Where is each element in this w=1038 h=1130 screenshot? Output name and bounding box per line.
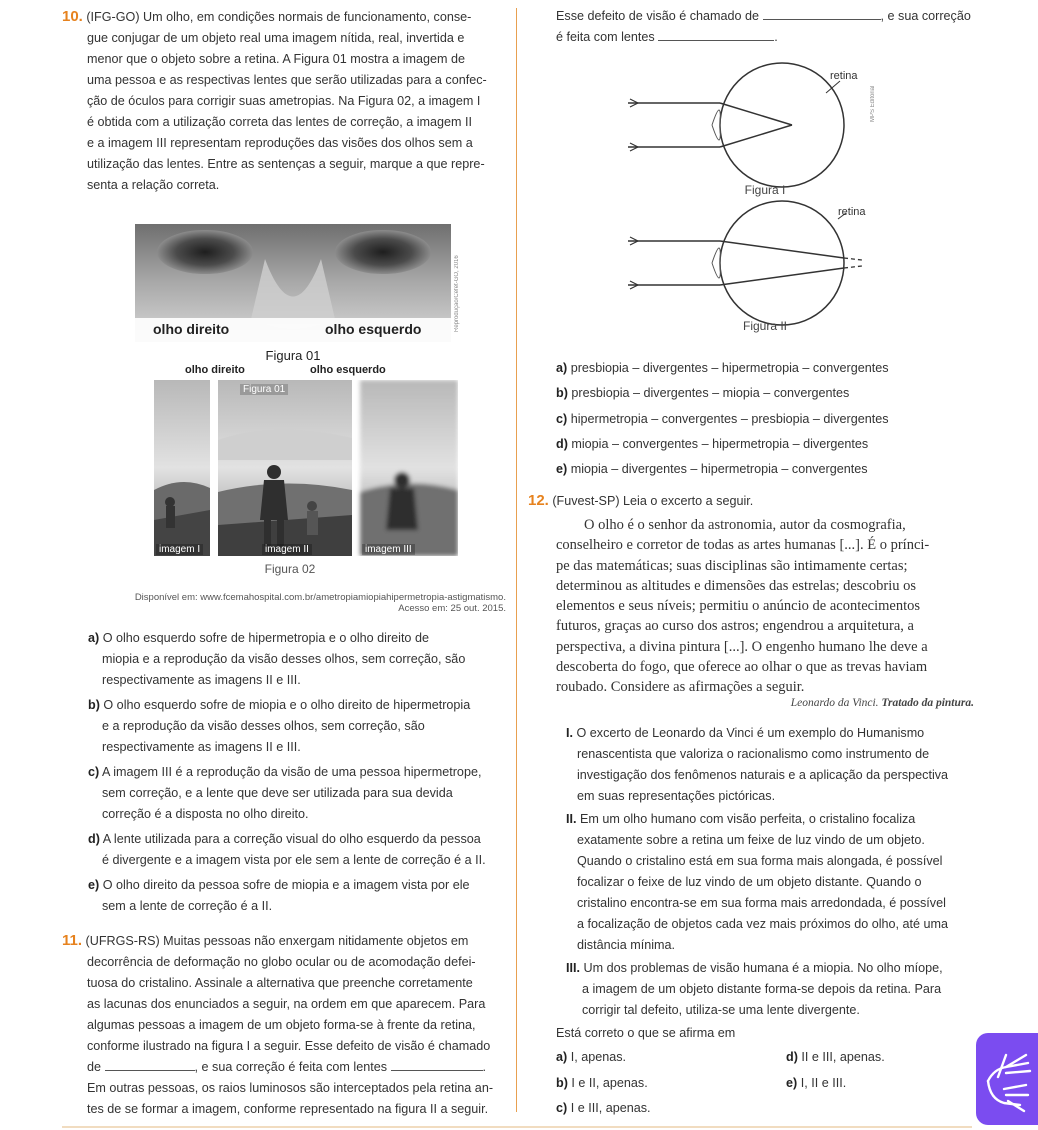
q10-option-a[interactable]: [88, 628, 508, 691]
quote-line: elementos e seus níveis; permitiu o anúncio de acontecimentos: [556, 598, 921, 615]
figure-02: [154, 380, 458, 556]
fig-i-credit: MPS Editorial: [870, 85, 876, 122]
q11-number: 11.: [62, 932, 83, 949]
q11-line-blanks: de , e sua correção é feita com lentes .: [87, 1060, 487, 1074]
statement-num: II.: [566, 812, 577, 826]
q11-text: de: [87, 1060, 102, 1074]
accessibility-widget-button[interactable]: [976, 1033, 1038, 1125]
option-letter: d): [556, 436, 568, 451]
answer-blank[interactable]: [763, 8, 881, 20]
fig02-right-label: olho esquerdo: [310, 364, 386, 376]
q11-line: Em outras pessoas, os raios luminosos são interceptados pela retina an-: [87, 1081, 494, 1095]
option-text: presbiopia – divergentes – miopia – convergentes: [571, 386, 850, 401]
quote-line: perspectiva, a divina pintura [...]. O engenho humano lhe deve a: [556, 638, 928, 655]
eye-diagrams: [600, 55, 890, 345]
fig02-img3-label: imagem III: [362, 544, 415, 555]
option-text: II e III, apenas.: [801, 1050, 885, 1064]
statement-text: Em um olho humano com visão perfeita, o cristalino focaliza: [580, 812, 916, 826]
answer-blank[interactable]: [105, 1059, 195, 1071]
eye-ball-1: [720, 63, 844, 187]
answer-blank[interactable]: [658, 29, 774, 41]
bottom-rule: [62, 1126, 972, 1128]
q11-line: tes de se formar a imagem, conforme representado na figura II a seguir.: [87, 1102, 489, 1116]
option-letter: e): [556, 462, 568, 477]
option-letter: d): [786, 1050, 798, 1064]
q10-option-d[interactable]: [88, 829, 508, 871]
statement-text: Um dos problemas de visão humana é a miopia. No olho míope,: [583, 961, 943, 975]
q11-option-d[interactable]: [556, 432, 996, 457]
q11-text: é feita com lentes: [556, 30, 655, 44]
q11-text: , e sua correção: [880, 9, 971, 23]
statement-text: a focalização de objetos cada vez mais próximos do olho, até uma: [577, 917, 949, 931]
fig02-img2-label: imagem II: [262, 544, 312, 555]
q11-line: (UFRGS-RS) Muitas pessoas não enxergam nitidamente objetos em: [85, 934, 469, 948]
column-divider: [516, 8, 517, 1112]
option-text: I, apenas.: [570, 1050, 627, 1064]
sign-language-hand-icon: [976, 1033, 1038, 1125]
option-text: I, II e III.: [800, 1075, 847, 1090]
option-letter: d): [88, 832, 100, 846]
q12-option-e[interactable]: [786, 1071, 885, 1097]
q10-option-e[interactable]: [88, 875, 508, 917]
q10-statement: [62, 6, 504, 196]
q12-option-d[interactable]: [786, 1045, 885, 1071]
q11-option-b[interactable]: [556, 381, 996, 406]
statement-text: em suas representações pictóricas.: [577, 789, 776, 803]
option-text: e a reprodução da visão desses olhos, sem correção, são: [102, 719, 425, 733]
option-text: miopia – divergentes – hipermetropia – convergentes: [570, 462, 868, 477]
statement-num: III.: [566, 961, 580, 975]
quote-line: descoberta do fogo, que oferece ao olhar o que as trevas haviam: [556, 659, 928, 676]
option-text: sem a lente de correção é a II.: [102, 899, 273, 913]
q10-line: gue conjugar de um objeto real uma imagem nítida, real, invertida e: [87, 31, 465, 45]
q10-line: uma pessoa e as respectivas lentes que serão utilizadas para a confec-: [87, 73, 487, 87]
q10-line: utilização das lentes. Entre as sentenças a seguir, marque a que repre-: [87, 157, 485, 171]
q11-line: algumas pessoas a imagem de um objeto forma-se à frente da retina,: [87, 1018, 476, 1032]
answer-blank[interactable]: [391, 1059, 483, 1071]
fig01-right-label: olho esquerdo: [325, 321, 422, 337]
q10-source: [90, 592, 506, 614]
q10-line: é obtida com a utilização correta das lentes de correção, a imagem II: [87, 115, 473, 129]
quote-line: conselheiro e corretor de todas as artes humanas [...]. É o prínci-: [556, 537, 930, 554]
attribution-title: Tratado da pintura.: [881, 697, 974, 709]
q10-line: ção de óculos para corrigir suas ametropias. Na Figura 02, a imagem I: [87, 94, 481, 108]
q10-option-c[interactable]: [88, 762, 508, 825]
option-text: hipermetropia – convergentes – presbiopia – divergentes: [570, 411, 889, 426]
fig01-credit: Reprodução/Cefet-GO, 2016: [454, 255, 460, 332]
statement-iii: [566, 958, 976, 1021]
quote-line: pe das matemáticas; suas disciplinas são intimamente certas;: [556, 557, 908, 574]
source-line: Disponível em: www.fcemahospital.com.br/ametropiamiopiahipermetropia-astigmatismo.: [134, 592, 506, 603]
fig-ii-retina-label: retina: [838, 206, 866, 218]
fig01-caption: Figura 01: [265, 348, 321, 363]
fig02-inner-caption: Figura 01: [240, 384, 288, 395]
option-text: O olho direito da pessoa sofre de miopia e a imagem vista por ele: [102, 878, 470, 892]
option-letter: e): [88, 878, 100, 892]
statement-text: exatamente sobre a retina um feixe de luz vindo de um objeto.: [577, 833, 925, 847]
option-text: é divergente e a imagem vista por ele sem a lente de correção é a II.: [102, 853, 486, 867]
q10-line: e a imagem III representam reproduções das visões dos olhos sem a: [87, 136, 473, 150]
q11-line: decorrência de deformação no globo ocular ou de acomodação defei-: [87, 955, 476, 969]
statement-text: Quando o cristalino está em sua forma mais alongada, é possível: [577, 854, 943, 868]
option-text: A lente utilizada para a correção visual do olho esquerdo da pessoa: [102, 832, 481, 846]
option-text: correção é a disposta no olho direito.: [102, 807, 309, 821]
quote-line: determinou as altitudes e dimensões das estrelas; descobriu os: [556, 577, 916, 594]
q11-option-e[interactable]: [556, 457, 996, 482]
option-text: sem correção, e a lente que deve ser utilizada para sua devida: [102, 786, 453, 800]
fig02-caption: Figura 02: [264, 562, 316, 576]
statement-text: renascentista que valoriza o racionalismo como instrumento de: [577, 747, 930, 761]
q11-line: as lacunas dos enunciados a seguir, na ordem em que aparecem. Para: [87, 997, 486, 1011]
option-text: O olho esquerdo sofre de hipermetropia e o olho direito de: [102, 631, 429, 645]
option-text: respectivamente as imagens II e III.: [102, 740, 301, 754]
statement-text: investigação dos fenômenos naturais e a aplicação da perspectiva: [577, 768, 949, 782]
statement-text: distância mínima.: [577, 938, 675, 952]
statement-num: I.: [566, 726, 573, 740]
statement-text: a imagem de um objeto distante forma-se depois da retina. Para: [582, 982, 942, 996]
statement-text: cristalino encontra-se em sua forma mais arredondada, é possível: [577, 896, 946, 910]
option-text: I e II, apenas.: [571, 1075, 648, 1090]
quote-line: futuros, graças ao curso dos astros; engendrou a arquitetura, a: [556, 618, 914, 635]
q11-text: Esse defeito de visão é chamado de: [556, 9, 760, 23]
option-text: I e III, apenas.: [570, 1101, 651, 1115]
eye-ball-2: [720, 201, 844, 325]
q10-option-b[interactable]: [88, 695, 508, 758]
q10-line: (IFG-GO) Um olho, em condições normais de funcionamento, conse-: [86, 10, 472, 24]
fig02-img1-label: imagem I: [156, 544, 203, 555]
landscape-photos: [154, 380, 458, 556]
q11-option-c[interactable]: [556, 407, 996, 432]
option-text: A imagem III é a reprodução da visão de uma pessoa hipermetrope,: [102, 765, 482, 779]
q10-line: senta a relação correta.: [87, 178, 220, 192]
figure-01: [135, 224, 451, 342]
option-letter: a): [556, 361, 568, 375]
option-text: O olho esquerdo sofre de miopia e o olho direito de hipermetropia: [103, 698, 471, 712]
fig01-left-label: olho direito: [153, 321, 230, 337]
q11-continuation: Esse defeito de visão é chamado de , e sua correção é feita com lentes .: [556, 9, 971, 44]
quote-line: roubado. Considere as afirmações a seguir.: [556, 679, 805, 696]
q12-options-col2: [786, 1045, 885, 1096]
option-letter: c): [88, 765, 100, 779]
option-text: presbiopia – divergentes – hipermetropia – convergentes: [570, 361, 889, 375]
option-letter: a): [556, 1050, 568, 1064]
option-letter: b): [556, 386, 568, 401]
option-letter: c): [556, 1101, 568, 1115]
fig-i-retina-label: retina: [830, 70, 858, 82]
option-letter: a): [88, 631, 100, 645]
q12-number: 12.: [528, 492, 549, 509]
q12-option-a[interactable]: [556, 1045, 651, 1071]
source-line: Acesso em: 25 out. 2015.: [398, 603, 506, 614]
q10-line: menor que o objeto sobre a retina. A Figura 01 mostra a imagem de: [87, 52, 466, 66]
q11-line: conforme ilustrado na figura I a seguir. Esse defeito de visão é chamado: [87, 1039, 491, 1053]
statement-ii: [566, 809, 976, 956]
option-text: miopia e a reprodução da visão desses olhos, sem correção, são: [102, 652, 466, 666]
option-letter: b): [88, 698, 100, 712]
q12-prompt: Está correto o que se afirma em: [556, 1026, 736, 1040]
q12-option-c[interactable]: [556, 1096, 651, 1122]
option-letter: c): [556, 411, 568, 426]
q10-number: 10.: [62, 8, 83, 25]
option-letter: b): [556, 1075, 568, 1090]
q12-intro: [528, 490, 988, 512]
fig-i-caption: Figura I: [744, 183, 786, 197]
fig02-left-label: olho direito: [185, 364, 245, 376]
q12-option-b[interactable]: [556, 1071, 651, 1097]
option-text: miopia – convergentes – hipermetropia – divergentes: [571, 436, 869, 451]
statement-i: [566, 723, 976, 807]
q11-statement: [62, 930, 504, 1120]
q12-intro-text: (Fuvest-SP) Leia o excerto a seguir.: [552, 494, 754, 508]
q11-text: , e sua correção é feita com lentes: [194, 1060, 388, 1074]
q11-options: [556, 356, 996, 482]
q12-options-col1: [556, 1045, 651, 1122]
option-letter: e): [786, 1075, 798, 1090]
q12-attribution: [640, 697, 974, 709]
statement-text: O excerto de Leonardo da Vinci é um exemplo do Humanismo: [576, 726, 925, 740]
q12-statements: [566, 723, 976, 1021]
attribution-author: Leonardo da Vinci.: [790, 697, 879, 709]
quote-line: O olho é o senhor da astronomia, autor da cosmografia,: [584, 517, 906, 533]
statement-text: focalizar o feixe de luz vindo de um objeto distante. Quando o: [577, 875, 922, 889]
q12-quote: [556, 515, 974, 698]
statement-text: corrigir tal defeito, utiliza-se uma lente divergente.: [582, 1003, 860, 1017]
q10-options: [88, 628, 508, 917]
fig-ii-caption: Figura II: [742, 319, 787, 333]
option-text: respectivamente as imagens II e III.: [102, 673, 301, 687]
q11-option-a[interactable]: [556, 356, 996, 381]
q11-line: tuosa do cristalino. Assinale a alternativa que preenche corretamente: [87, 976, 473, 990]
